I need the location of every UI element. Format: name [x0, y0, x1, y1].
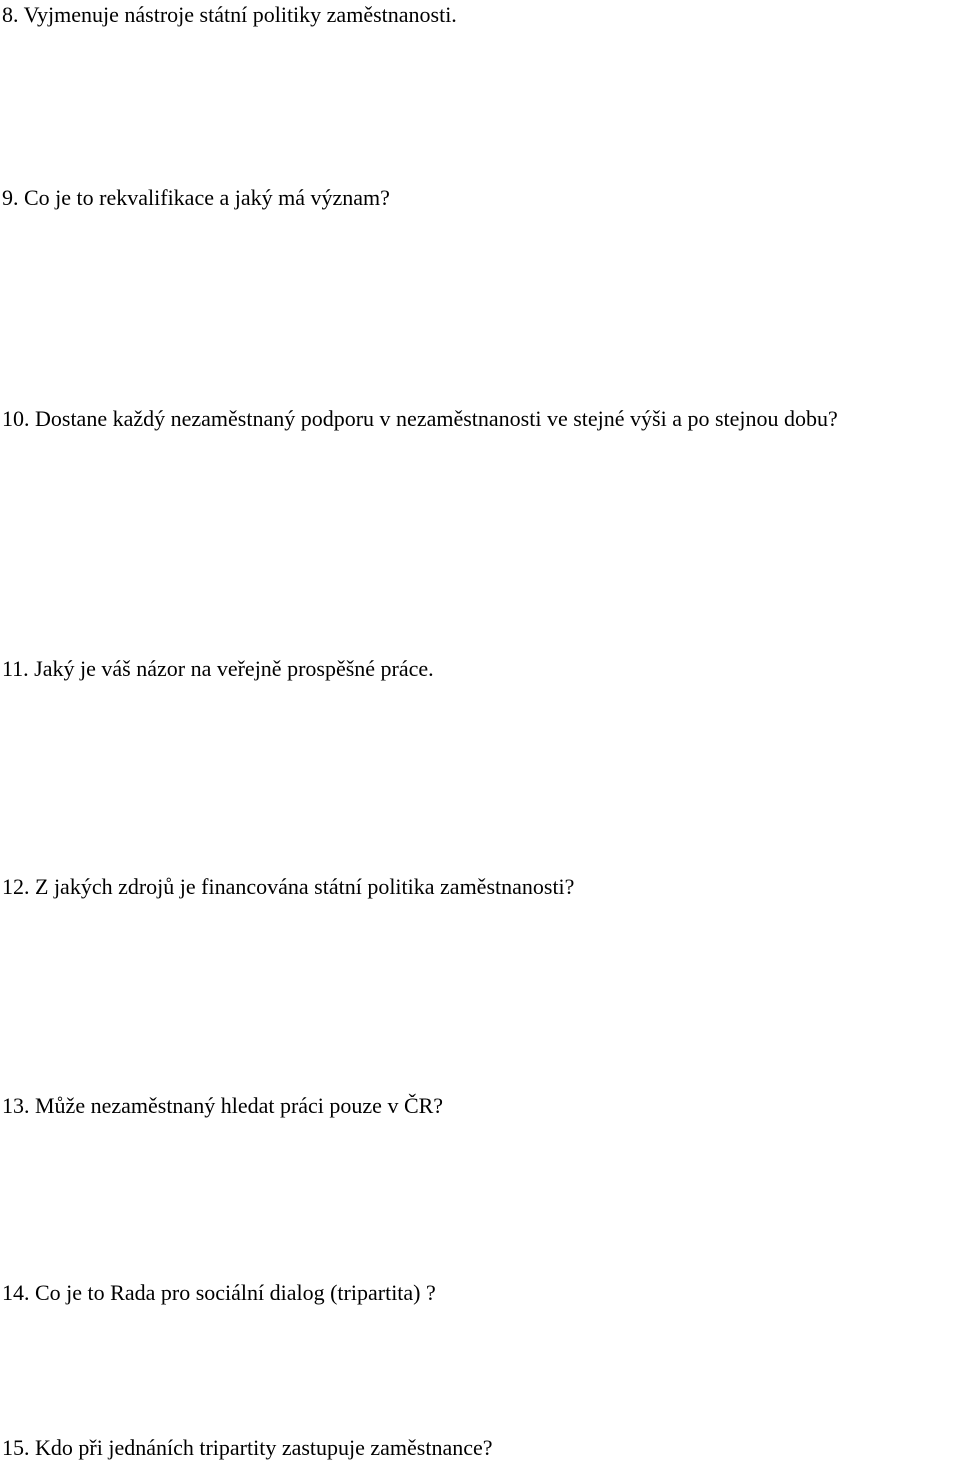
question-8: 8. Vyjmenuje nástroje státní politiky zaměstnanosti.: [2, 2, 457, 27]
question-10: 10. Dostane každý nezaměstnaný podporu v nezaměstnanosti ve stejné výši a po stejnou dobu?: [2, 406, 838, 431]
question-13: 13. Může nezaměstnaný hledat práci pouze v ČR?: [2, 1093, 444, 1118]
question-9: 9. Co je to rekvalifikace a jaký má význam?: [2, 185, 390, 210]
question-15: 15. Kdo při jednáních tripartity zastupuje zaměstnance?: [2, 1435, 493, 1460]
question-11: 11. Jaký je váš názor na veřejně prospěšné práce.: [2, 656, 434, 681]
question-12: 12. Z jakých zdrojů je financována státní politika zaměstnanosti?: [2, 874, 575, 899]
question-14: 14. Co je to Rada pro sociální dialog (tripartita) ?: [2, 1280, 436, 1305]
